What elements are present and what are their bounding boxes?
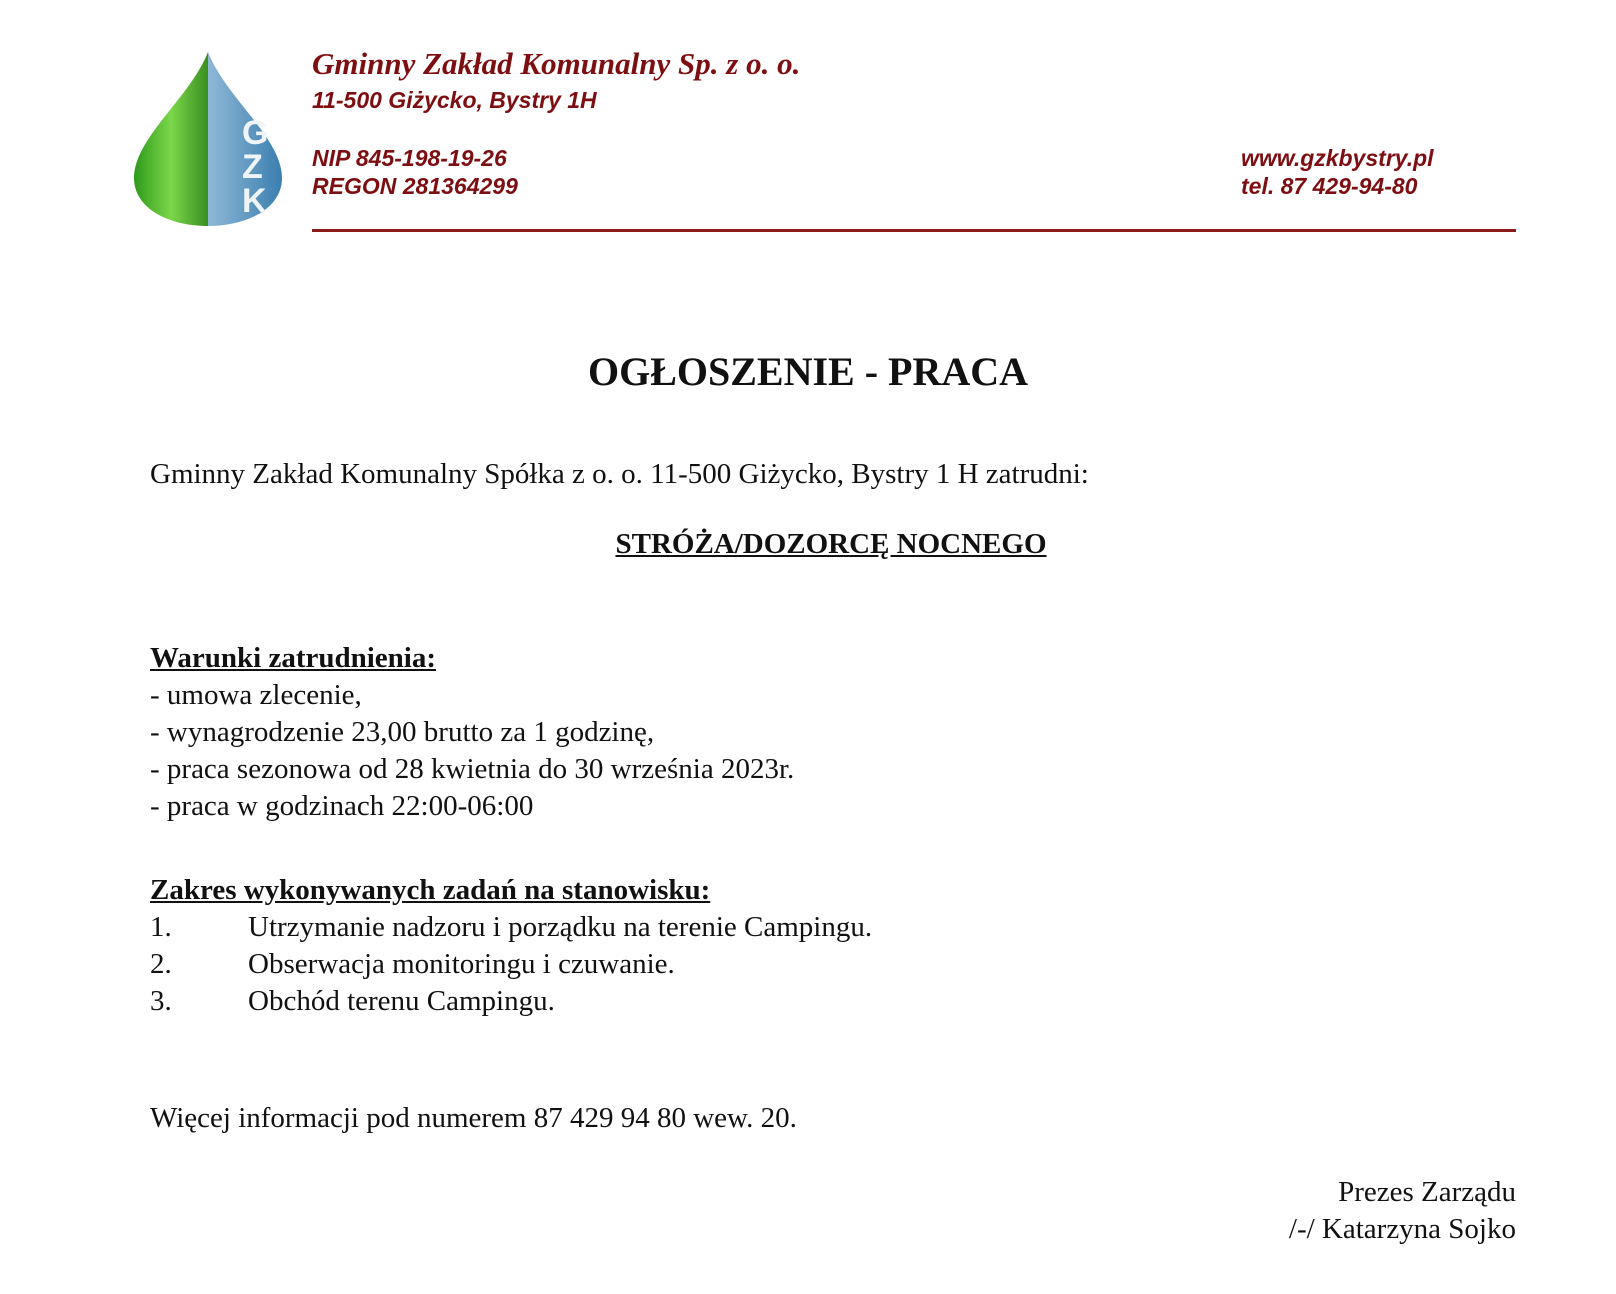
- more-info: Więcej informacji pod numerem 87 429 94 80 wew. 20.: [150, 1102, 797, 1134]
- conditions-section: [150, 640, 794, 825]
- condition-item: - wynagrodzenie 23,00 brutto za 1 godzinę,: [150, 716, 655, 748]
- signature-role: Prezes Zarządu: [1338, 1176, 1516, 1208]
- company-nip: NIP 845-198-19-26: [312, 145, 507, 171]
- duty-number: 1.: [150, 911, 172, 943]
- duty-item: [150, 946, 872, 983]
- header-divider: [312, 229, 1516, 232]
- intro-text: Gminny Zakład Komunalny Spółka z o. o. 11-500 Giżycko, Bystry 1 H zatrudni:: [150, 458, 1089, 490]
- duty-text: Obchód terenu Campingu.: [248, 985, 555, 1017]
- condition-item: - umowa zlecenie,: [150, 679, 362, 711]
- duty-item: [150, 909, 872, 946]
- duty-text: Utrzymanie nadzoru i porządku na terenie Campingu.: [248, 911, 873, 943]
- company-phone: tel. 87 429-94-80: [1241, 173, 1418, 199]
- condition-item: - praca sezonowa od 28 kwietnia do 30 września 2023r.: [150, 753, 795, 785]
- company-regon: REGON 281364299: [312, 173, 518, 199]
- company-name: Gminny Zakład Komunalny Sp. z o. o.: [312, 46, 801, 81]
- duty-number: 3.: [150, 985, 172, 1017]
- duty-item: [150, 983, 872, 1020]
- duty-number: 2.: [150, 948, 172, 980]
- svg-text:Z: Z: [242, 148, 263, 186]
- company-logo: [130, 48, 290, 230]
- company-website[interactable]: www.gzkbystry.pl: [1241, 145, 1434, 171]
- condition-item: - praca w godzinach 22:00-06:00: [150, 790, 534, 822]
- position-title: STRÓŻA/DOZORCĘ NOCNEGO: [615, 528, 1047, 560]
- duties-section: [150, 872, 872, 1020]
- signature-block: [1289, 1174, 1516, 1248]
- duty-text: Obserwacja monitoringu i czuwanie.: [248, 948, 675, 980]
- svg-text:G: G: [242, 114, 269, 152]
- conditions-heading: Warunki zatrudnienia:: [150, 642, 437, 674]
- company-address: 11-500 Giżycko, Bystry 1H: [312, 87, 597, 113]
- signature-name: /-/ Katarzyna Sojko: [1288, 1213, 1516, 1245]
- svg-text:K: K: [242, 182, 267, 220]
- duties-heading: Zakres wykonywanych zadań na stanowisku:: [150, 874, 711, 906]
- document-title: OGŁOSZENIE - PRACA: [587, 349, 1029, 394]
